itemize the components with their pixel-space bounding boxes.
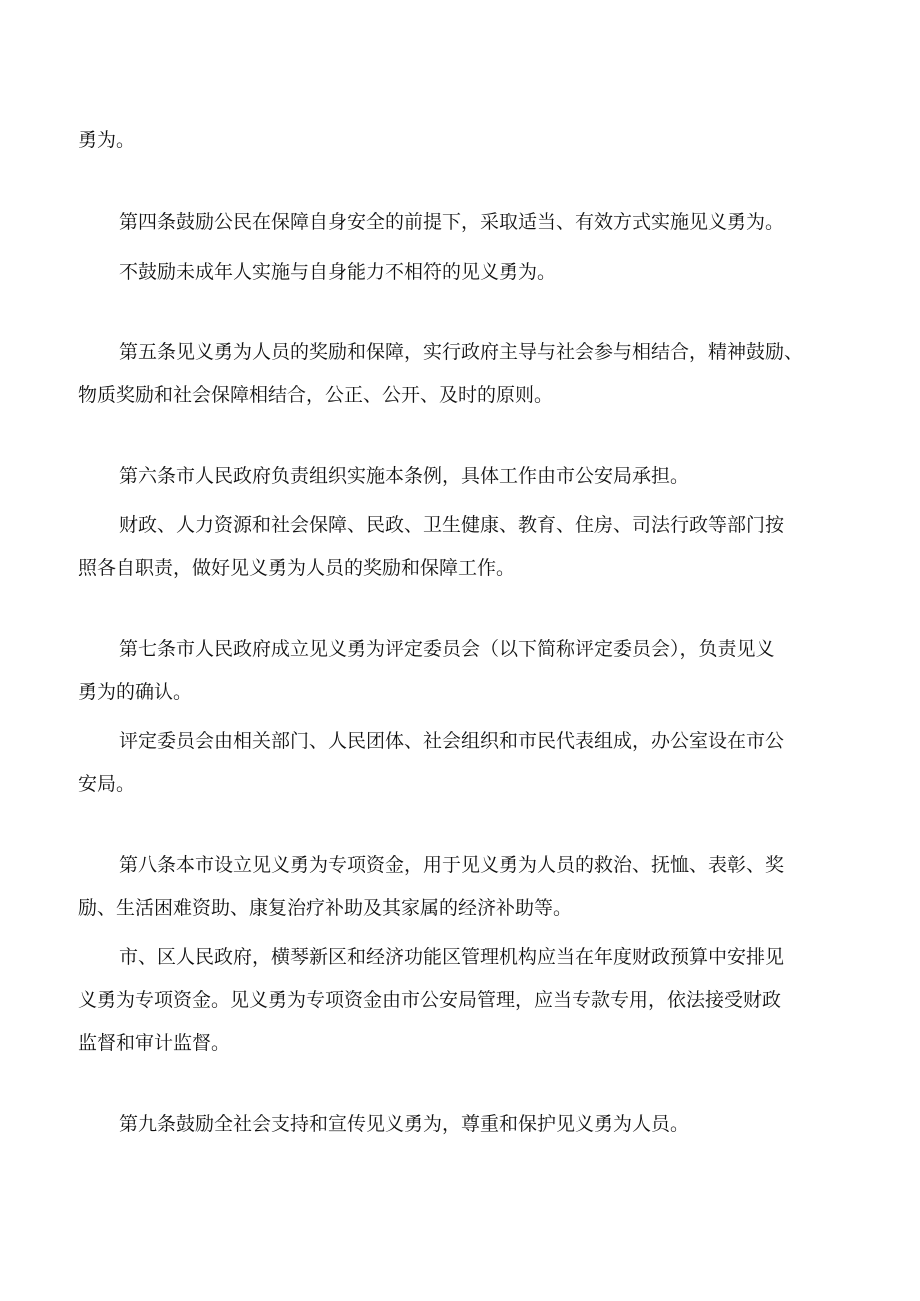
article-8-line: 第八条本市设立见义勇为专项资金，用于见义勇为人员的救治、抚恤、表彰、奖 bbox=[119, 854, 785, 876]
article-7-line: 第七条市人民政府成立见义勇为评定委员会（以下简称评定委员会），负责见义 bbox=[119, 638, 775, 660]
article-6-line: 照各自职责，做好见义勇为人员的奖励和保障工作。 bbox=[78, 557, 516, 579]
article-4-line: 第四条鼓励公民在保障自身安全的前提下，采取适当、有效方式实施见义勇为。 bbox=[119, 211, 785, 233]
article-7-line: 安局。 bbox=[78, 773, 136, 795]
article-4-line: 不鼓励未成年人实施与自身能力不相符的见义勇为。 bbox=[119, 261, 557, 283]
paragraph-line: 勇为。 bbox=[78, 129, 136, 151]
article-5-line: 物质奖励和社会保障相结合，公正、公开、及时的原则。 bbox=[78, 384, 554, 406]
article-8-line: 监督和审计监督。 bbox=[78, 1032, 231, 1054]
article-8-line: 市、区人民政府，横琴新区和经济功能区管理机构应当在年度财政预算中安排见 bbox=[119, 946, 785, 968]
article-7-line: 勇为的确认。 bbox=[78, 681, 193, 703]
article-8-line: 励、生活困难资助、康复治疗补助及其家属的经济补助等。 bbox=[78, 897, 573, 919]
article-5-line: 第五条见义勇为人员的奖励和保障，实行政府主导与社会参与相结合，精神鼓励、 bbox=[119, 341, 804, 363]
article-8-line: 义勇为专项资金。见义勇为专项资金由市公安局管理，应当专款专用，依法接受财政 bbox=[78, 989, 782, 1011]
article-6-line: 财政、人力资源和社会保障、民政、卫生健康、教育、住房、司法行政等部门按 bbox=[119, 514, 785, 536]
article-7-line: 评定委员会由相关部门、人民团体、社会组织和市民代表组成，办公室设在市公 bbox=[119, 730, 785, 752]
article-6-line: 第六条市人民政府负责组织实施本条例，具体工作由市公安局承担。 bbox=[119, 465, 690, 487]
article-9-line: 第九条鼓励全社会支持和宣传见义勇为，尊重和保护见义勇为人员。 bbox=[119, 1113, 690, 1135]
